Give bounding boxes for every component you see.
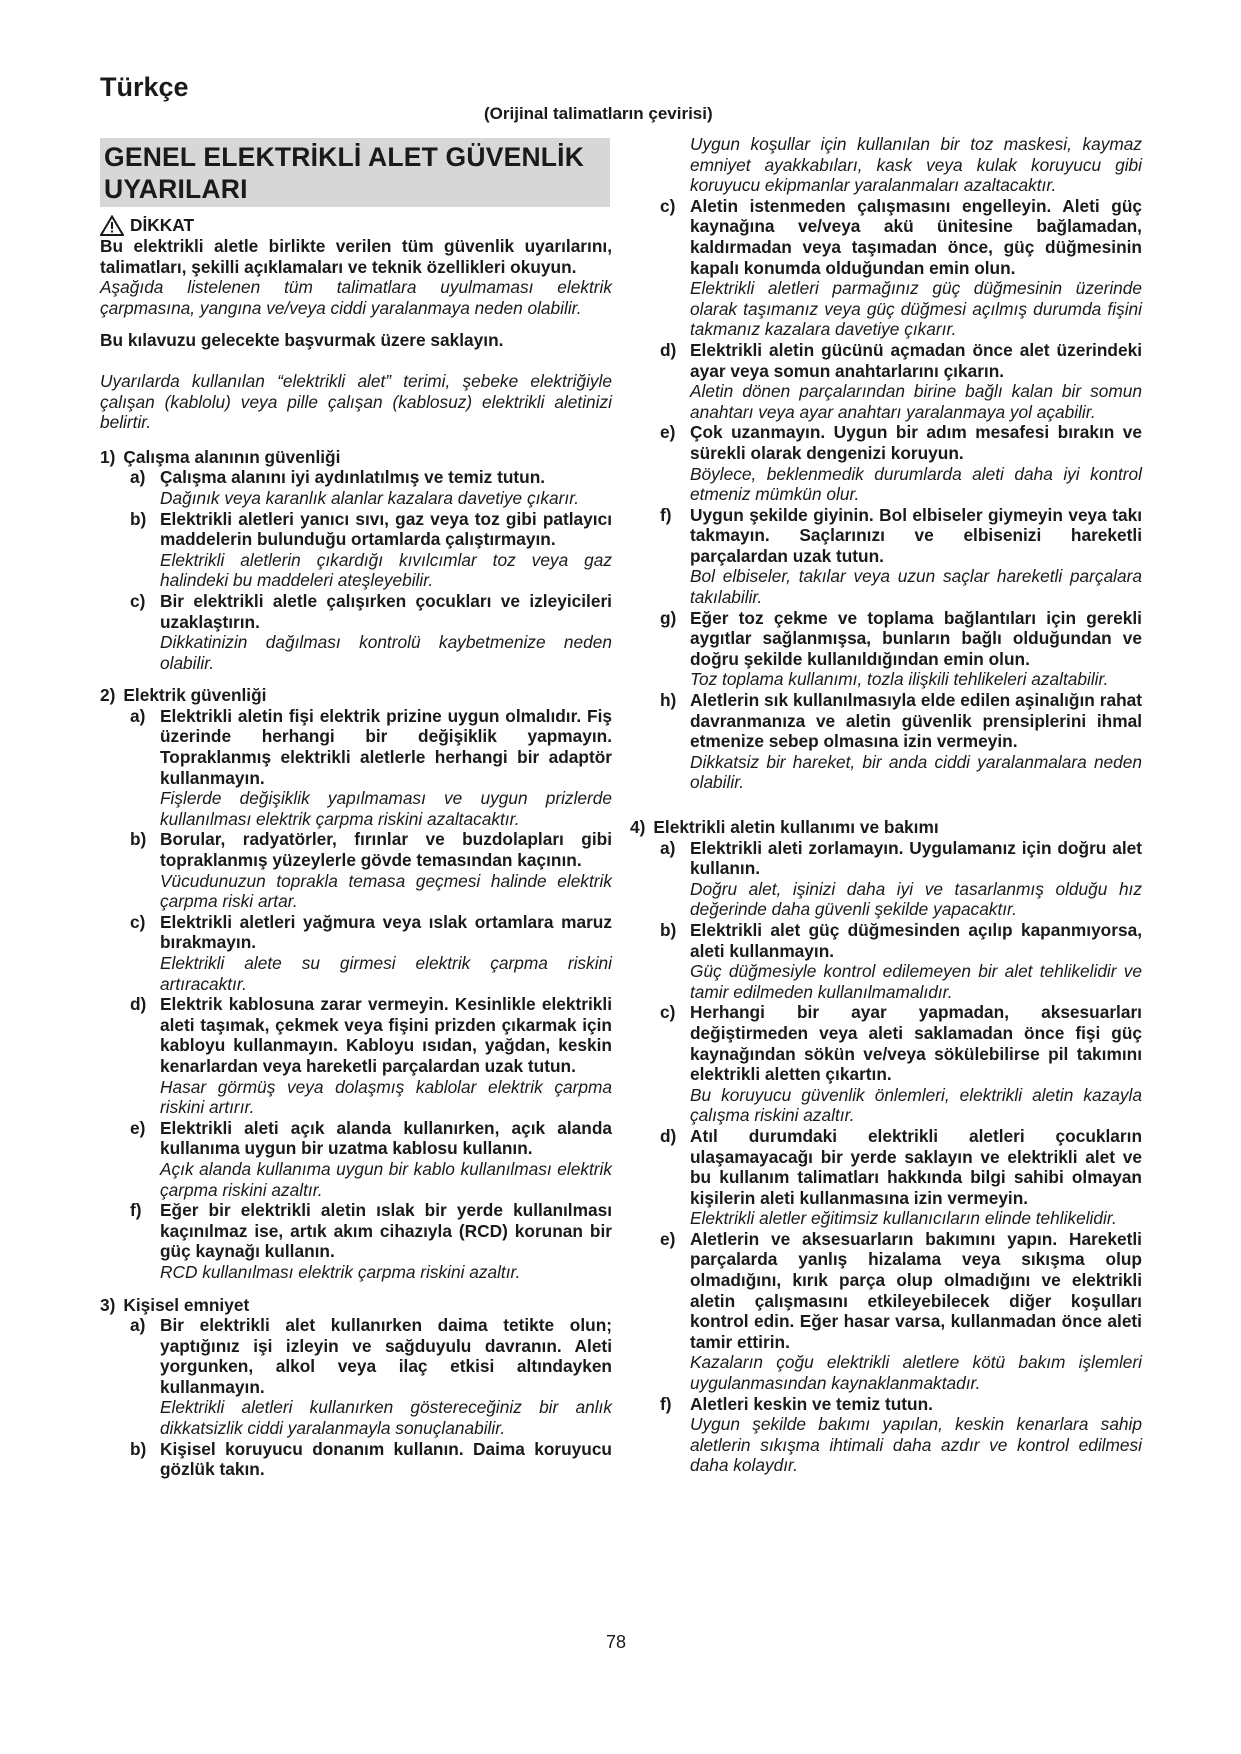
item-bold-text: Kişisel koruyucu donanım kullanın. Daima koruyucu gözlük takın. (160, 1438, 612, 1480)
item-italic-text: Güç düğmesiyle kontrol edilemeyen bir alet tehlikelidir ve tamir edilmeden kullanılmamalıdır. (690, 961, 1142, 1002)
list-item (130, 1439, 612, 1480)
item-body (160, 591, 612, 673)
item-bold-text: Borular, radyatörler, fırınlar ve buzdolapları gibi topraklanmış yüzeylerle gövde temasından kaçının. (160, 829, 612, 871)
item-body (690, 196, 1142, 340)
list-item (660, 608, 1142, 690)
item-italic-text: Uygun şekilde bakımı yapılan, keskin kenarlara sahip aletlerin sıkışma ihtimali daha azdır ve kontrol edilmesi daha kolaydır. (690, 1414, 1142, 1476)
item-label: f) (660, 1393, 672, 1414)
item-label: d) (130, 994, 147, 1015)
section-heading (100, 685, 612, 706)
item-body (690, 422, 1142, 504)
item-italic-text: Aletin dönen parçalarından birine bağlı kalan bir somun anahtarı veya ayar anahtarı yaralanmaya yol açabilir. (690, 381, 1142, 422)
item-italic-text: Hasar görmüş veya dolaşmış kablolar elektrik çarpma riskini artırır. (160, 1076, 612, 1118)
list-item (660, 690, 1142, 793)
item-label: a) (130, 705, 146, 726)
item-label: e) (660, 422, 676, 443)
section-title-box (100, 138, 610, 207)
warning-bold-text: Bu elektrikli aletle birlikte verilen tüm güvenlik uyarılarını, talimatları, şekilli açıklamaları ve teknik özellikleri okuyun. (100, 236, 612, 277)
item-bold-text: Elektrikli alet güç düğmesinden açılıp kapanmıyorsa, aleti kullanmayın. (690, 919, 1142, 961)
item-body (160, 829, 612, 911)
item-body (160, 509, 612, 591)
section-number: 4) (630, 817, 646, 837)
term-definition-text: Uyarılarda kullanılan “elektrikli alet” terimi, şebeke elektriğiyle çalışan (kablolu) veya pille çalışan (kablosuz) elektrikli aletinizi belirtir. (100, 370, 612, 433)
list-item (130, 509, 612, 591)
item-body (160, 1315, 612, 1439)
item-italic-text: Elektrikli aletler eğitimsiz kullanıcıların elinde tehlikelidir. (690, 1208, 1117, 1229)
item-bold-text: Elektrikli aleti zorlamayın. Uygulamanız için doğru alet kullanın. (690, 837, 1142, 879)
warning-label: DİKKAT (130, 215, 194, 236)
warning-italic-text: Aşağıda listelenen tüm talimatlara uyulmaması elektrik çarpmasına, yangına ve/veya ciddi yaralanmaya neden olabilir. (100, 277, 612, 318)
item-label: c) (660, 195, 676, 216)
section-title: Kişisel emniyet (123, 1294, 250, 1315)
section-heading (630, 817, 1142, 838)
item-body (160, 1439, 612, 1480)
item-body (690, 920, 1142, 1002)
section-number: 1) (100, 446, 116, 467)
item-italic-text: RCD kullanılması elektrik çarpma riskini azaltır. (160, 1261, 521, 1282)
left-column (100, 138, 612, 1480)
item-italic-text: Dikkatinizin dağılması kontrolü kaybetmenize neden olabilir. (160, 632, 612, 673)
item-italic-text: Elektrikli aletlerin çıkardığı kıvılcımlar toz veya gaz halindeki bu maddeleri ateşleyebilir. (160, 549, 612, 591)
item-label: c) (130, 590, 146, 611)
right-items-section3 (630, 196, 1142, 793)
item-bold-text: Herhangi bir ayar yapmadan, aksesuarları değiştirmeden veya aleti saklamadan önce fişi güç kaynağından sökün ve/veya sökülebilirse pil takımını elektrikli aletten çıkartın. (690, 1002, 1142, 1085)
item-bold-text: Elektrikli aletleri yanıcı sıvı, gaz veya toz gibi patlayıcı maddelerin bulunduğu ortamlarda çalıştırmayın. (160, 508, 612, 550)
item-italic-text: Bu koruyucu güvenlik önlemleri, elektrikli aletin kazayla çalışma riskini azaltır. (690, 1084, 1142, 1126)
item-body (690, 505, 1142, 608)
item-body (690, 690, 1142, 793)
item-bold-text: Eğer bir elektrikli aletin ıslak bir yerde kullanılması kaçınılmaz ise, artık akım cihazıyla (RCD) korunan bir güç kaynağı kullanın. (160, 1200, 612, 1262)
section-number: 2) (100, 685, 116, 706)
item-italic-text: Elektrikli alete su girmesi elektrik çarpma riskini artıracaktır. (160, 953, 612, 994)
item-body (160, 1118, 612, 1200)
language-heading: Türkçe (100, 72, 189, 102)
item-italic-text: Vücudunuzun toprakla temasa geçmesi halinde elektrik çarpma riski artar. (160, 870, 612, 912)
item-label: h) (660, 690, 677, 711)
item-bold-text: Elektrikli aletin fişi elektrik prizine uygun olmalıdır. Fiş üzerinde herhangi bir değişiklik yapmayın. Topraklanmış elektrikli aletlerle herhangi bir adaptör kullanmayın. (160, 705, 612, 788)
item-italic-text: Toz toplama kullanımı, tozla ilişkili tehlikeleri azaltabilir. (690, 669, 1109, 690)
item-bold-text: Eğer toz çekme ve toplama bağlantıları için gerekli aygıtlar sağlanmışsa, bunların bağlı olduğundan ve doğru şekilde kullanıldığından emin olun. (690, 607, 1142, 669)
item-italic-text: Açık alanda kullanıma uygun bir kablo kullanılması elektrik çarpma riskini azaltır. (160, 1158, 612, 1200)
item-label: c) (130, 911, 146, 932)
item-italic-text: Elektrikli aletleri parmağınız güç düğmesinin üzerinde olarak taşımanız veya güç düğmesi açılmış durumda fişini takmanız kazalara davetiye çıkarır. (690, 278, 1142, 340)
item-body (690, 340, 1142, 422)
item-label: e) (130, 1117, 146, 1138)
item-bold-text: Bir elektrikli alet kullanırken daima tetikte olun; yaptığınız işi izleyin ve sağduyulu davranın. Aleti yorgunken, alkol veya ilaç etkisi altındayken kullanmayın. (160, 1315, 612, 1397)
item-italic-text: Bol elbiseler, takılar veya uzun saçlar hareketli parçalara takılabilir. (690, 566, 1142, 608)
list-item (130, 1200, 612, 1282)
section-heading (100, 447, 612, 468)
item-body (160, 1200, 612, 1282)
item-body (690, 1126, 1142, 1229)
item-bold-text: Atıl durumdaki elektrikli aletleri çocukların ulaşamayacağı bir yerde saklayın ve elektrikli alet ve bu kullanım talimatları hakkında bilgi sahibi olmayan kişilerin aleti kullanmasına izin vermeyin. (690, 1125, 1142, 1208)
list-item (130, 829, 612, 911)
translation-subtitle: (Orijinal talimatların çevirisi) (484, 104, 713, 123)
item-label: b) (130, 508, 147, 529)
item-label: d) (660, 339, 677, 360)
list-item (660, 1126, 1142, 1229)
item-body (690, 838, 1142, 920)
item-label: a) (130, 467, 146, 488)
list-item (660, 505, 1142, 608)
item-bold-text: Bir elektrikli aletle çalışırken çocukları ve izleyicileri uzaklaştırın. (160, 590, 612, 632)
section-title: Elektrik güvenliği (123, 685, 267, 706)
item-body (690, 608, 1142, 690)
list-item (660, 1394, 1142, 1476)
keep-manual-text: Bu kılavuzu gelecekte başvurmak üzere saklayın. (100, 330, 504, 351)
list-item (660, 422, 1142, 504)
warning-heading (100, 215, 612, 236)
list-item (130, 591, 612, 673)
list-item (130, 467, 612, 508)
item-italic-text: Böylece, beklenmedik durumlarda aleti daha iyi kontrol etmeniz mümkün olur. (690, 463, 1142, 505)
section-block (100, 685, 612, 1282)
list-item (130, 1315, 612, 1439)
item-label: c) (660, 1002, 676, 1023)
list-item (660, 1002, 1142, 1126)
list-item (660, 340, 1142, 422)
section-block (100, 447, 612, 674)
item-bold-text: Uygun şekilde giyinin. Bol elbiseler giymeyin veya takı takmayın. Saçlarınızı ve elbisenizi hareketli parçalardan uzak tutun. (690, 504, 1142, 566)
item-label: b) (660, 919, 677, 940)
item-bold-text: Aletleri keskin ve temiz tutun. (690, 1393, 933, 1414)
item-bold-text: Elektrik kablosuna zarar vermeyin. Kesinlikle elektrikli aleti taşımak, çekmek veya fişini prizden çıkarmak için kabloyu kullanmayın. Kabloyu ısıdan, yağdan, keskin kenarlardan veya hareketli parçalardan uzak tutun. (160, 994, 612, 1076)
item-label: e) (660, 1228, 676, 1249)
section-title: Elektrikli aletin kullanımı ve bakımı (653, 817, 939, 837)
item-body (690, 1229, 1142, 1394)
section-block (100, 1295, 612, 1480)
section-title-line2: UYARILARI (104, 174, 248, 204)
warning-triangle-icon (100, 215, 124, 236)
item-label: d) (660, 1125, 677, 1146)
item-body (690, 1394, 1142, 1476)
item-label: a) (130, 1315, 146, 1336)
item-label: b) (130, 829, 147, 850)
item-italic-text: Doğru alet, işinizi daha iyi ve tasarlanmış olduğu hız değerinde daha güvenli şekilde yapacaktır. (690, 878, 1142, 920)
section-title-line1: GENEL ELEKTRİKLİ ALET GÜVENLİK (104, 142, 585, 172)
ppe-italic-text: Uygun koşullar için kullanılan bir toz maskesi, kaymaz emniyet ayakkabıları, kask veya kulak koruyucu gibi koruyucu ekipmanlar yaralanmaları azaltacaktır. (690, 134, 1142, 196)
item-italic-text: Kazaların çoğu elektrikli aletlere kötü bakım işlemleri uygulanmasından kaynaklanmaktadır. (690, 1352, 1142, 1394)
list-item (130, 706, 612, 830)
item-bold-text: Elektrikli aletleri yağmura veya ıslak ortamlara maruz bırakmayın. (160, 911, 612, 953)
section-number: 3) (100, 1294, 116, 1315)
item-label: f) (130, 1200, 142, 1221)
item-italic-text: Dağınık veya karanlık alanlar kazalara davetiye çıkarır. (160, 487, 580, 508)
item-italic-text: Fişlerde değişiklik yapılmaması ve uygun prizlerde kullanılması elektrik çarpma riskini azaltacaktır. (160, 788, 612, 829)
item-bold-text: Aletlerin ve aksesuarların bakımını yapın. Hareketli parçalarda yanlış hizalama veya sıkışma olup olmadığını, kırık parça olup olmadığını ve elektrikli aletin çalışmasını etkileyebilecek diğer koşulları kontrol edin. Eğer hasar varsa, kullanmadan önce aleti tamir ettirin. (690, 1228, 1142, 1352)
list-item (660, 920, 1142, 1002)
item-bold-text: Çok uzanmayın. Uygun bir adım mesafesi bırakın ve sürekli olarak dengenizi koruyun. (690, 422, 1142, 463)
item-body (160, 994, 612, 1118)
item-italic-text: Elektrikli aletleri kullanırken göstereceğiniz bir anlık dikkatsizlik ciddi yaralanmayla sonuçlanabilir. (160, 1397, 612, 1439)
list-item (660, 196, 1142, 340)
list-item (130, 912, 612, 994)
page-number: 78 (606, 1632, 627, 1652)
sections-container (100, 447, 612, 1480)
section-4 (630, 817, 1142, 1476)
list-item (130, 1118, 612, 1200)
item-bold-text: Aletin istenmeden çalışmasını engelleyin. Aleti güç kaynağına ve/veya akü ünitesine bağlamadan, kaldırmadan veya taşımadan önce, güç düğmesinin kapalı konumda olduğundan emin olun. (690, 195, 1142, 278)
item-label: g) (660, 607, 677, 628)
item-italic-text: Dikkatsiz bir hareket, bir anda ciddi yaralanmalara neden olabilir. (690, 751, 1142, 793)
item-bold-text: Çalışma alanını iyi aydınlatılmış ve temiz tutun. (160, 467, 546, 488)
section-title: Çalışma alanının güvenliği (123, 446, 341, 467)
item-body (160, 467, 612, 508)
item-bold-text: Elektrikli aletin gücünü açmadan önce alet üzerindeki ayar veya somun anahtarlarını çıkarın. (690, 339, 1142, 381)
right-column (630, 134, 1142, 1476)
item-bold-text: Elektrikli aleti açık alanda kullanırken, açık alanda kullanıma uygun bir uzatma kablosu kullanın. (160, 1117, 612, 1159)
item-body (690, 1002, 1142, 1126)
item-label: a) (660, 837, 676, 858)
item-bold-text: Aletlerin sık kullanılmasıyla elde edilen aşinalığın rahat davranmanıza ve aletin güvenlik prensiplerini ihmal etmenize sebep olmasına izin vermeyin. (690, 690, 1142, 752)
list-item (660, 1229, 1142, 1394)
list-item (660, 838, 1142, 920)
item-label: b) (130, 1438, 147, 1459)
item-body (160, 912, 612, 994)
item-label: f) (660, 504, 672, 525)
list-item (130, 994, 612, 1118)
section-heading (100, 1295, 612, 1316)
item-body (160, 706, 612, 830)
